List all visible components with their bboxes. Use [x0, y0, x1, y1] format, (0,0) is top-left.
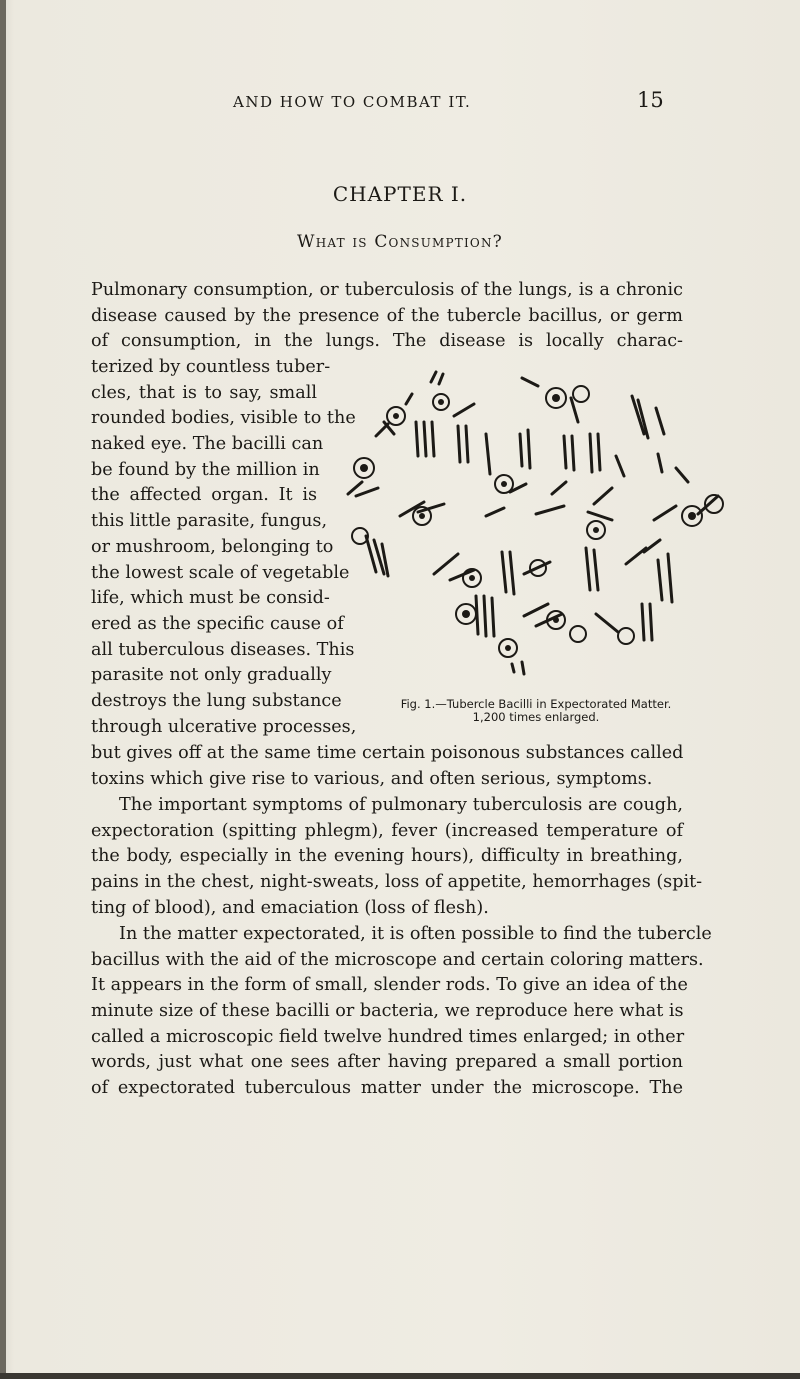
text-line: be found by the million in — [91, 459, 320, 480]
text-line: minute size of these bacilli or bacteria, we reproduce here what is — [91, 1001, 684, 1022]
page-bottom-edge — [0, 1373, 800, 1379]
cell-clump — [573, 386, 589, 402]
cell-nucleus — [505, 645, 511, 651]
text-line: ered as the specific cause of — [91, 613, 344, 634]
bacillus-rod — [458, 426, 468, 462]
bacillus-rod — [476, 596, 494, 636]
paragraph-1-wrapped — [91, 355, 357, 740]
cell-clump — [618, 628, 634, 644]
bacillus-rod — [454, 404, 474, 416]
bacillus-rod — [658, 554, 672, 602]
bacillus-rod — [434, 554, 474, 580]
cell-nucleus — [552, 394, 560, 402]
bacillus-rod — [486, 484, 526, 516]
bacillus-rod — [512, 662, 524, 674]
text-line: through ulcerative processes, — [91, 716, 357, 737]
paragraph-1-intro — [91, 278, 683, 355]
cell-nucleus — [553, 617, 559, 623]
text-line: naked eye. The bacilli can — [91, 434, 324, 455]
bacillus-rod — [586, 548, 598, 590]
bacillus-rod — [366, 536, 388, 576]
text-line: toxins which give rise to various, and often serious, symptoms. — [91, 768, 653, 789]
text-line: this little parasite, fungus, — [91, 511, 328, 532]
text-line: called a microscopic field twelve hundred times enlarged; in other — [91, 1026, 685, 1047]
bacillus-rod — [520, 430, 530, 468]
bacillus-rod — [596, 614, 618, 632]
bacillus-rod — [564, 436, 574, 470]
bacillus-rod — [502, 552, 514, 594]
text-line: but gives off at the same time certain poisonous substances called — [91, 743, 684, 763]
cell-nucleus — [438, 399, 444, 405]
bacillus-rod — [656, 408, 664, 434]
paragraph-2-symptoms — [91, 793, 703, 921]
cell-nucleus — [393, 413, 399, 419]
text-line: cles, that is to say, small — [91, 382, 317, 403]
bacillus-rod — [431, 372, 443, 384]
cell-nucleus — [593, 527, 599, 533]
text-line: It appears in the form of small, slender rods. To give an idea of the — [91, 975, 688, 996]
text-line: ting of blood), and emaciation (loss of flesh). — [91, 897, 489, 918]
text-line: parasite not only gradually — [91, 665, 332, 686]
bacillus-rod — [536, 482, 566, 514]
page-binding-edge — [0, 0, 6, 1379]
text-line: In the matter expectorated, it is often possible to find the tubercle — [119, 924, 712, 944]
tubercle-bacilli-illustration — [326, 364, 746, 680]
text-line: rounded bodies, visible to the — [91, 408, 356, 429]
text-line: of expectorated tuberculous matter under the microscope. The — [91, 1078, 683, 1099]
cell-nucleus — [360, 464, 368, 472]
text-line: The important symptoms of pulmonary tuberculosis are cough, — [119, 795, 683, 815]
text-line: the affected organ. It is — [91, 485, 317, 506]
bacillus-rod — [588, 512, 612, 520]
bacillus-rod — [658, 454, 688, 482]
page-number: 15 — [637, 88, 664, 112]
paragraph-3-microscope — [91, 922, 712, 1102]
bacillus-rod — [416, 422, 434, 456]
bacillus-rod — [590, 434, 600, 472]
cell-nucleus — [688, 512, 696, 520]
cell-nucleus — [501, 481, 507, 487]
text-line: of consumption, in the lungs. The disease is locally charac- — [91, 331, 683, 352]
text-line: Pulmonary consumption, or tuberculosis of the lungs, is a chronic — [91, 280, 683, 300]
chapter-title: CHAPTER I. — [332, 182, 468, 206]
text-line: pains in the chest, night-sweats, loss of appetite, hemorrhages (spit- — [91, 872, 703, 893]
bacillus-rod — [632, 396, 648, 438]
paragraph-1-tail — [91, 741, 683, 792]
text-line: or mushroom, belonging to — [91, 536, 334, 557]
cell-nucleus — [469, 575, 475, 581]
cell-nucleus — [462, 610, 470, 618]
bacillus-rod — [486, 434, 490, 474]
caption-line: Fig. 1.—Tubercle Bacilli in Expectorated Matter. — [400, 697, 672, 711]
figure-caption — [326, 698, 746, 724]
text-line: the body, especially in the evening hours), difficulty in breathing, — [91, 846, 683, 867]
text-line: all tuberculous diseases. This — [91, 639, 355, 660]
text-line: bacillus with the aid of the microscope and certain coloring matters. — [91, 949, 704, 970]
caption-line: 1,200 times enlarged. — [472, 710, 600, 724]
text-line: expectoration (spitting phlegm), fever (increased temperature of — [91, 820, 683, 841]
bacillus-rod — [406, 394, 412, 404]
bacillus-rod — [626, 540, 660, 564]
text-line: words, just what one sees after having prepared a small portion — [91, 1052, 683, 1073]
bacillus-rod — [522, 378, 538, 386]
text-line: destroys the lung substance — [91, 690, 342, 711]
cell-clump — [570, 626, 586, 642]
text-line: disease caused by the presence of the tubercle bacillus, or germ — [91, 305, 683, 326]
bacillus-rod — [642, 604, 652, 640]
section-title: What is Consumption? — [297, 232, 503, 252]
cell-nucleus — [419, 513, 425, 519]
text-line: life, which must be consid- — [91, 588, 330, 609]
bacillus-rod — [348, 482, 378, 496]
running-head: AND HOW TO COMBAT IT. — [233, 93, 472, 111]
text-line: the lowest scale of vegetable — [91, 562, 350, 583]
text-line: terized by countless tuber- — [91, 357, 331, 377]
